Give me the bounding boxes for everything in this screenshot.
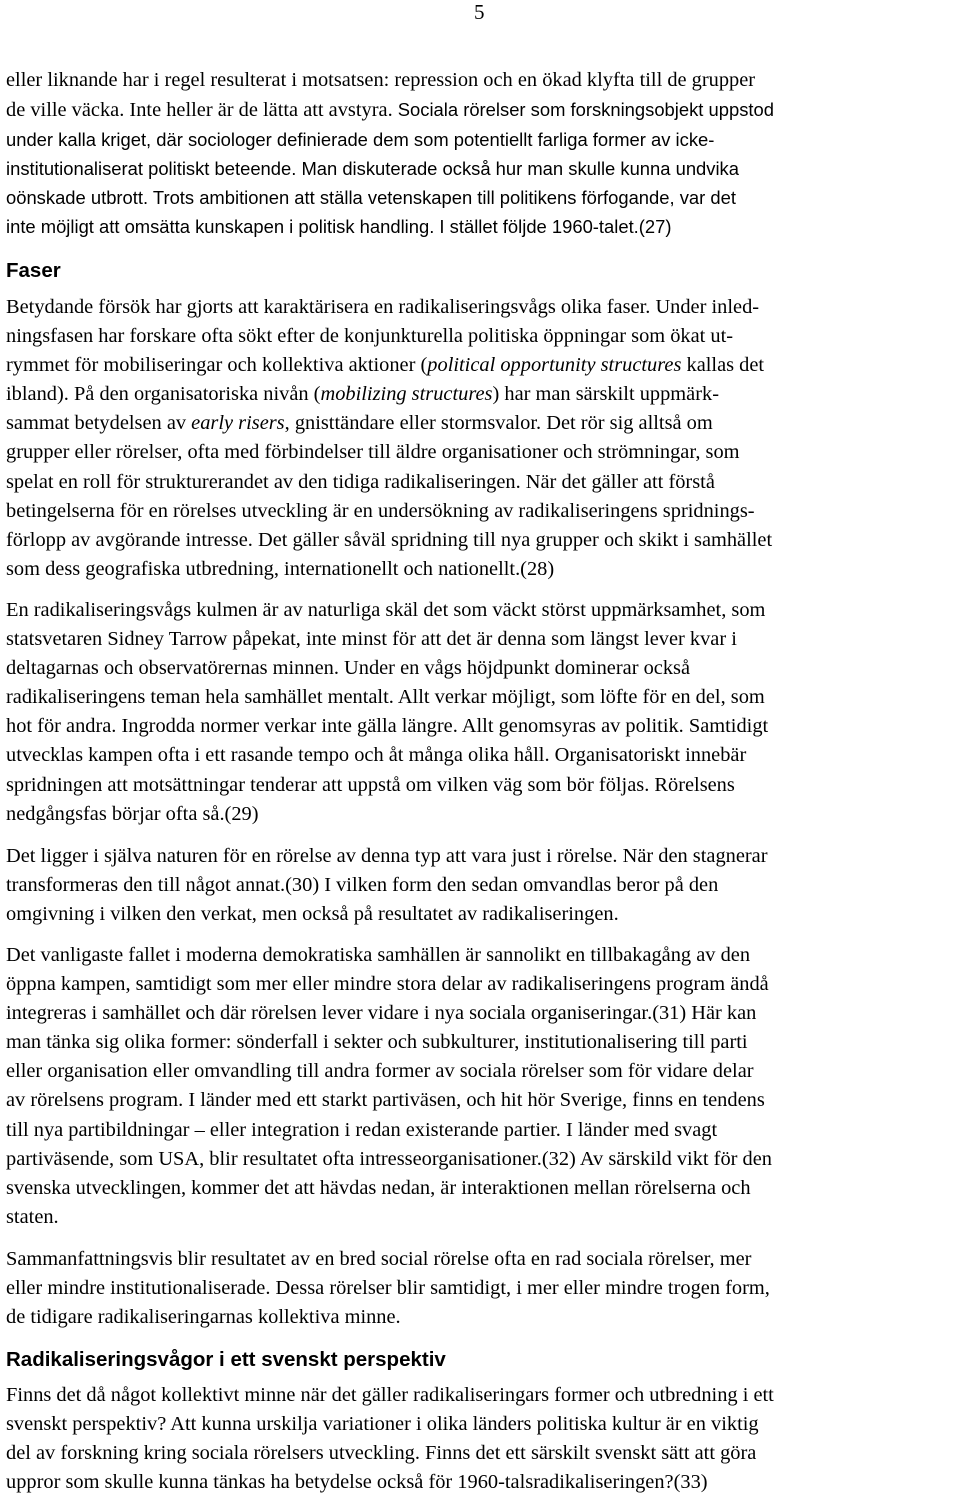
text-line: av rörelsens program. I länder med ett starkt partiväsen, och hit hör Sverige, finns en tendens [6, 1089, 765, 1112]
text-line-mixed [6, 380, 956, 409]
text-line: transformeras den till något annat.(30) I vilken form den sedan omvandlas beror på den [6, 874, 719, 897]
text-line: deltagarnas och observatörernas minnen. Under en vågs höjdpunkt dominerar också [6, 657, 691, 680]
paragraph-intro [6, 66, 956, 242]
paragraph-faser [6, 293, 956, 584]
text-span: de ville väcka. Inte heller är de lätta att avstyra. [6, 99, 393, 122]
text-line: förlopp av avgörande intresse. Det gäller såväl spridning till nya grupper och skikt i samhället [6, 528, 773, 551]
text-span: ibland). På den organisatoriska nivån ( [6, 383, 321, 406]
section-heading-faser: Faser [6, 259, 61, 282]
paragraph-kollektivt-minne [6, 1381, 956, 1497]
paragraph-naturen [6, 842, 956, 929]
text-line: spridningen att motsättningar tenderar att uppstå om vilken väg som bör följas. Rörelsens [6, 773, 735, 796]
text-line: integreras i samhället och där rörelsen lever vidare i nya sociala organiseringar.(31) Här kan [6, 1002, 757, 1025]
text-line: radikaliseringens teman hela samhället mentalt. Allt verkar möjligt, som löfte för en del, som [6, 686, 765, 709]
text-line: En radikaliseringsvågs kulmen är av naturliga skäl det som väckt störst uppmärksamhet, som [6, 599, 766, 621]
text-span: rymmet för mobiliseringar och kollektiva aktioner ( [6, 354, 428, 377]
text-line: Betydande försök har gjorts att karaktärisera en radikaliseringsvågs olika faser. Under inled- [6, 296, 760, 318]
text-line: eller mindre institutionaliserade. Dessa rörelser blir samtidigt, i mer eller mindre trogen form, [6, 1277, 770, 1300]
text-line-mixed [6, 409, 956, 438]
text-line: man tänka sig olika former: sönderfall i sekter och subkulturer, institutionalisering till parti [6, 1031, 748, 1054]
text-line-mixed [6, 95, 956, 125]
text-line: statsvetaren Sidney Tarrow påpekat, inte minst för att det är denna som längst lever kvar i [6, 628, 737, 651]
text-line: Det ligger i själva naturen för en rörelse av denna typ att vara just i rörelse. När den stagnerar [6, 845, 768, 867]
text-line: del av forskning kring sociala rörelsers utveckling. Finns det ett särskilt svenskt sätt att göra [6, 1442, 757, 1465]
paragraph-vanligaste [6, 941, 956, 1232]
text-line: omgivning i vilken den verkat, men också på resultatet av radikaliseringen. [6, 903, 619, 926]
text-line: som dess geografiska utbredning, internationellt och nationellt.(28) [6, 557, 555, 580]
italic-term: political opportunity structures [427, 354, 682, 377]
text-span: Sociala rörelser som forskningsobjekt uppstod [392, 99, 774, 121]
text-line: nedgångsfas börjar ofta så.(29) [6, 802, 259, 825]
text-line: under kalla kriget, där sociologer definierade dem som potentiellt farliga former av icke- [6, 129, 715, 151]
italic-term: mobilizing structures [320, 383, 493, 406]
text-line: öppna kampen, samtidigt som mer eller mindre stora delar av radikaliseringens program ändå [6, 973, 769, 996]
text-line: oönskade utbrott. Trots ambitionen att ställa vetenskapen till politikens förfogande, var det [6, 187, 736, 209]
text-line: utvecklas kampen ofta i ett rasande tempo och åt många olika håll. Organisatoriskt innebär [6, 744, 747, 767]
text-line: till nya partibildningar – eller integration i redan existerande partier. I länder med svagt [6, 1118, 718, 1141]
text-line: eller liknande har i regel resulterat i motsatsen: repression och en ökad klyfta till de grupper [6, 69, 756, 91]
text-line: eller organisation eller omvandling till andra former av sociala rörelser som för vidare delar [6, 1060, 754, 1083]
text-line: Sammanfattningsvis blir resultatet av en bred social rörelse ofta en rad sociala rörelser, mer [6, 1248, 752, 1270]
paragraph-sammanfattning [6, 1245, 956, 1332]
text-line: uppror som skulle kunna tänkas ha betydelse också för 1960-talsradikaliseringen?(33) [6, 1471, 708, 1494]
text-line: grupper eller rörelser, ofta med förbindelser till äldre organisationer och strömningar, som [6, 441, 740, 464]
text-line: staten. [6, 1205, 59, 1228]
text-line: spelat en roll för strukturerandet av den tidiga radikaliseringen. När det gäller att förstå [6, 470, 715, 493]
text-line: Det vanligaste fallet i moderna demokratiska samhällen är sannolikt en tillbakagång av den [6, 944, 751, 966]
text-line: svenska utvecklingen, kommer det att hävdas nedan, är interaktionen mellan rörelserna och [6, 1176, 751, 1199]
text-line: partiväsende, som USA, blir resultatet ofta intresseorganisationer.(32) Av särskild vikt för den [6, 1147, 772, 1170]
text-line: inte möjligt att omsätta kunskapen i politisk handling. I stället följde 1960-talet.(27) [6, 216, 672, 238]
text-line: hot för andra. Ingrodda normer verkar inte gälla längre. Allt genomsyras av politik. Samtidigt [6, 715, 769, 738]
text-span: sammat betydelsen av [6, 412, 192, 435]
text-line: betingelserna för en rörelses utveckling är en undersökning av radikaliseringens spridnings- [6, 499, 755, 522]
text-line: institutionaliserat politiskt beteende. Man diskuterade också hur man skulle kunna undvika [6, 158, 739, 180]
text-line: ningsfasen har forskare ofta sökt efter de konjunkturella politiska öppningar som ökat ut- [6, 325, 734, 348]
italic-term: early risers [191, 412, 285, 435]
section-heading-radikaliseringsvagor: Radikaliseringsvågor i ett svenskt perspektiv [6, 1348, 446, 1371]
text-line: svenskt perspektiv? Att kunna urskilja variationer i olika länders politiska kultur är en viktig [6, 1413, 759, 1436]
text-line-mixed [6, 351, 956, 380]
page-number: 5 [474, 0, 485, 24]
text-span: kallas det [681, 354, 765, 377]
paragraph-kulmen [6, 596, 956, 829]
text-span: , gnisttändare eller stormsvalor. Det rör sig alltså om [284, 412, 713, 435]
text-line: Finns det då något kollektivt minne när det gäller radikaliseringars former och utbredning i ett [6, 1384, 774, 1406]
text-span: ) har man särskilt uppmärk- [492, 383, 719, 406]
text-line: de tidigare radikaliseringarnas kollektiva minne. [6, 1306, 401, 1329]
